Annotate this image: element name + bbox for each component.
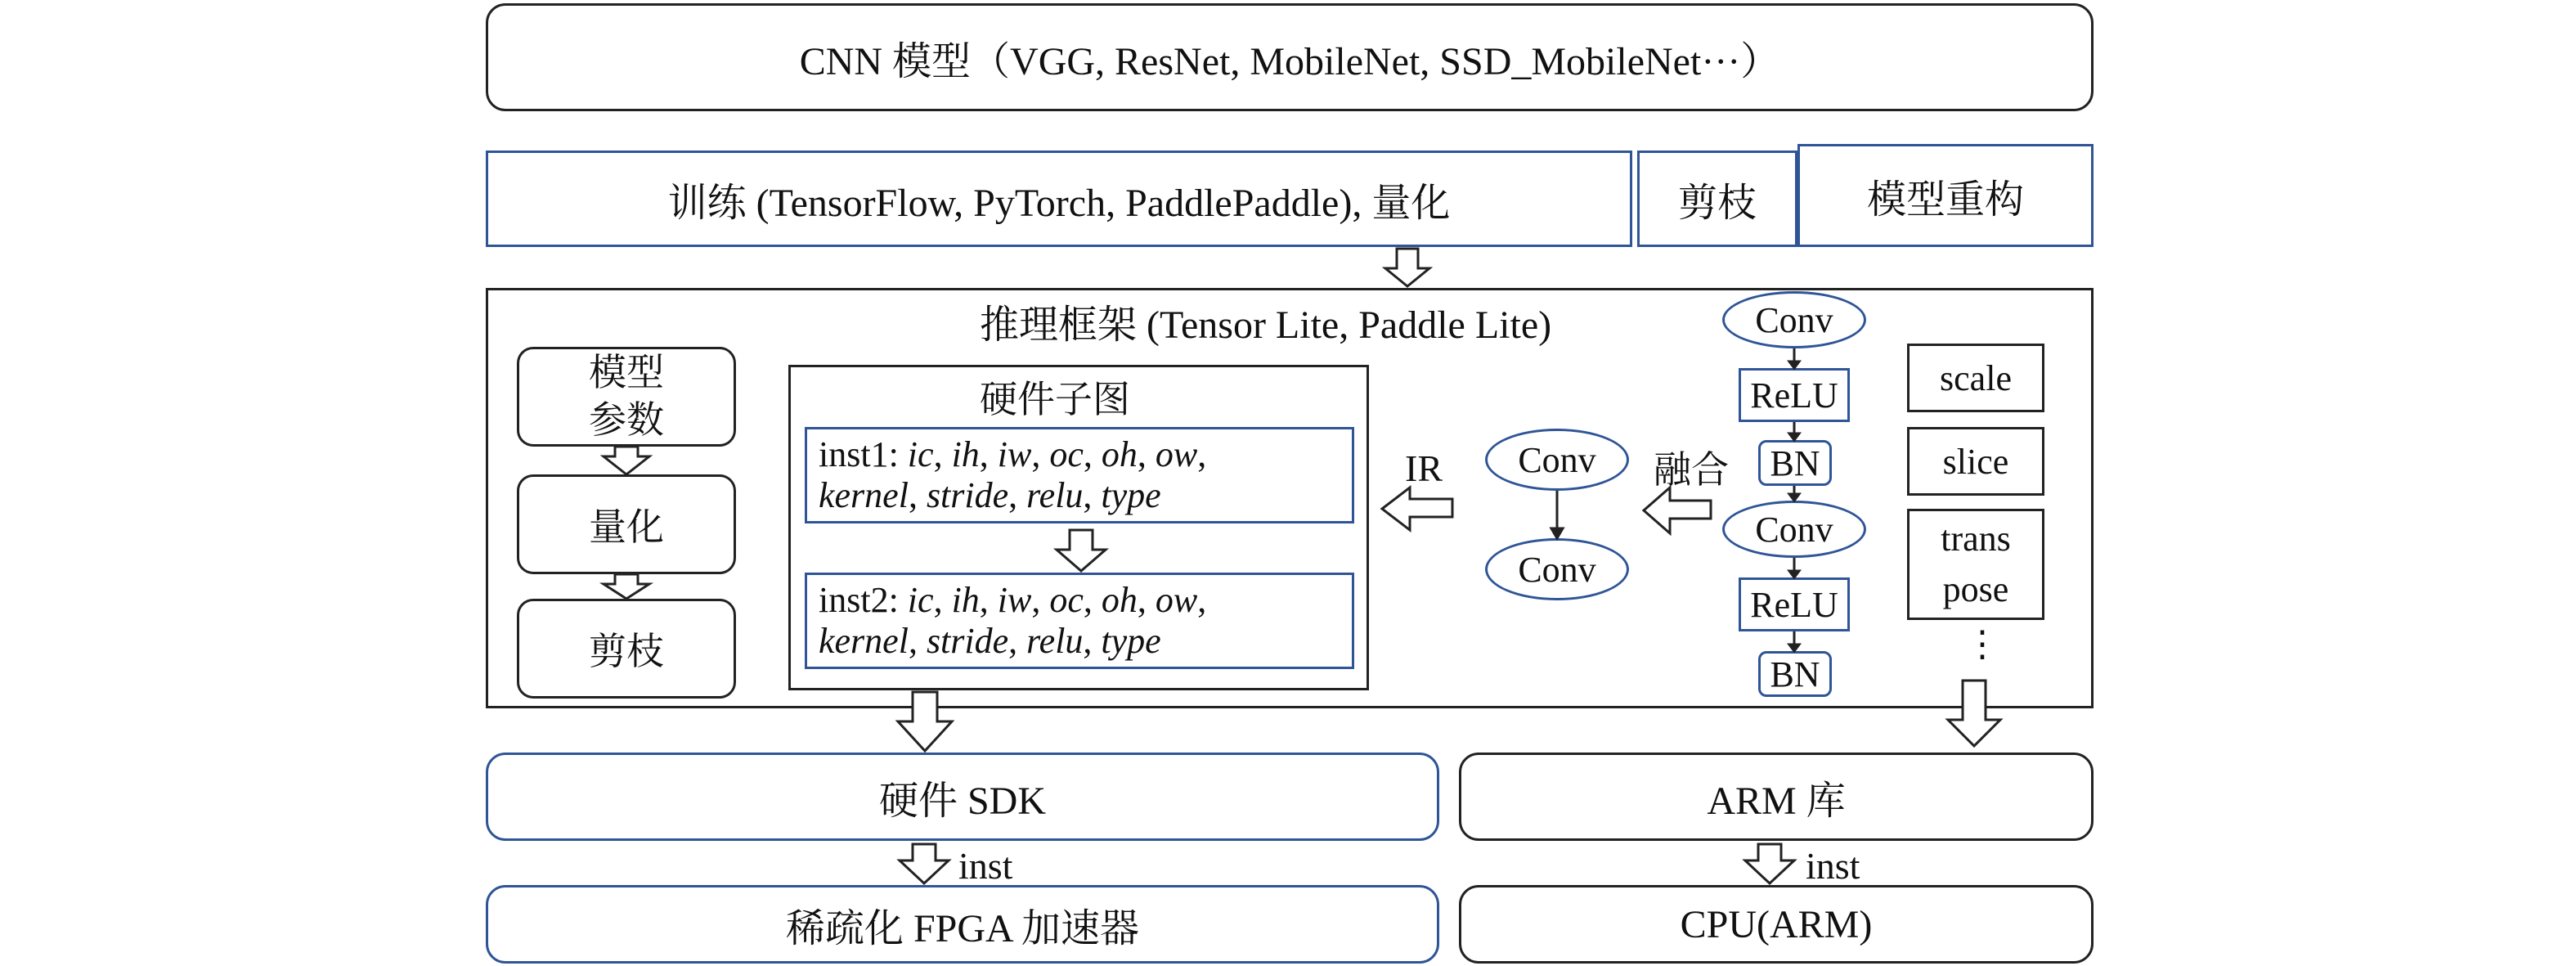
chain-bn-2-label: BN	[1770, 654, 1820, 694]
chain-relu-2-label: ReLU	[1750, 584, 1838, 625]
op-transpose-line2: pose	[1942, 569, 2009, 609]
arrow-sdk-to-fpga	[900, 844, 949, 883]
ops-ellipsis: ⋮	[1964, 624, 2000, 664]
inst2-ic: ic	[907, 580, 934, 620]
arrow-ops-to-arm	[1948, 681, 2000, 746]
arm-lib-label: ARM 库	[1707, 779, 1846, 823]
cpu-label: CPU(ARM)	[1680, 902, 1873, 946]
chain-bn-1-label: BN	[1770, 443, 1820, 483]
inst1-ic: ic	[907, 434, 934, 474]
train-quant-label: 训练 (TensorFlow, PyTorch, PaddlePaddle), 量化	[667, 181, 1451, 225]
op-transpose-line1: trans	[1941, 519, 2011, 559]
op-slice-label: slice	[1942, 441, 2009, 482]
arrow-params-to-quant	[604, 447, 649, 474]
framework-title: 推理框架 (Tensor Lite, Paddle Lite)	[980, 303, 1552, 347]
model-params-line1: 模型	[589, 352, 664, 393]
inst1-ow: ow	[1155, 434, 1198, 474]
left-prune-label: 剪枝	[589, 631, 664, 672]
connector-relu2-bn2-head	[1789, 645, 1799, 651]
inst2-ow: ow	[1155, 580, 1198, 620]
inst1-ih: ih	[951, 434, 980, 474]
inst1-iw: iw	[997, 434, 1032, 474]
inst1-stride: stride	[926, 475, 1009, 515]
inst2-oc: oc	[1049, 580, 1084, 620]
inst-left-label: inst	[958, 845, 1013, 887]
op-scale-label: scale	[1940, 357, 2012, 398]
inst2-type: type	[1101, 621, 1161, 661]
connector-fused-conv-head	[1551, 528, 1563, 538]
inst2-oh: oh	[1101, 580, 1138, 620]
chain-conv-2-label: Conv	[1755, 509, 1833, 550]
arrow-quant-to-prune	[604, 574, 649, 599]
subgraph-title: 硬件子图	[980, 379, 1130, 420]
connector-conv2-relu2-head	[1789, 571, 1799, 577]
inst2-prefix: inst2:	[819, 580, 908, 620]
restructure-label: 模型重构	[1866, 177, 2024, 222]
inst1-relu: relu	[1026, 475, 1084, 515]
inst2-relu: relu	[1026, 621, 1084, 661]
inst2-ih: ih	[951, 580, 980, 620]
cnn-models-label: CNN 模型（VGG, ResNet, MobileNet, SSD_MobileNet···）	[799, 39, 1780, 83]
connector-bn1-conv2-head	[1789, 494, 1799, 501]
inst1-prefix: inst1:	[819, 434, 908, 474]
arrow-subgraph-to-sdk	[898, 692, 952, 751]
chain-conv-1-label: Conv	[1755, 299, 1833, 340]
connector-relu1-bn1-head	[1789, 434, 1799, 440]
ir-label: IR	[1405, 447, 1443, 489]
arrow-fuse-left	[1644, 487, 1711, 533]
inst2-kernel: kernel	[819, 621, 909, 661]
arrow-arm-to-cpu	[1745, 844, 1794, 883]
chain-relu-1-label: ReLU	[1750, 375, 1838, 416]
arrow-inst1-to-inst2	[1057, 530, 1106, 571]
inst1-oh: oh	[1101, 434, 1138, 474]
inst1-oc: oc	[1049, 434, 1084, 474]
inst1-type: type	[1101, 475, 1161, 515]
model-params-line2: 参数	[589, 399, 664, 441]
fused-conv-bottom-label: Conv	[1518, 549, 1596, 590]
quant-label: 量化	[589, 506, 664, 548]
fused-conv-top-label: Conv	[1518, 439, 1596, 480]
fpga-label: 稀疏化 FPGA 加速器	[785, 906, 1140, 950]
connector-conv1-relu1-head	[1789, 362, 1799, 368]
prune-label: 剪枝	[1677, 181, 1757, 225]
inst1-kernel: kernel	[819, 475, 909, 515]
arrow-row2-to-framework	[1385, 249, 1429, 286]
hw-sdk-label: 硬件 SDK	[878, 779, 1047, 823]
inst2-iw: iw	[997, 580, 1032, 620]
inst1-box: inst1: ic, ih, iw, oc, oh, ow, kernel, stride, relu, type	[805, 427, 1354, 523]
inst2-stride: stride	[926, 621, 1009, 661]
fuse-label: 融合	[1654, 449, 1729, 491]
inst2-box: inst2: ic, ih, iw, oc, oh, ow, kernel, stride, relu, type	[805, 573, 1354, 669]
arrow-ir-left	[1382, 487, 1452, 530]
inst-right-label: inst	[1806, 845, 1860, 887]
